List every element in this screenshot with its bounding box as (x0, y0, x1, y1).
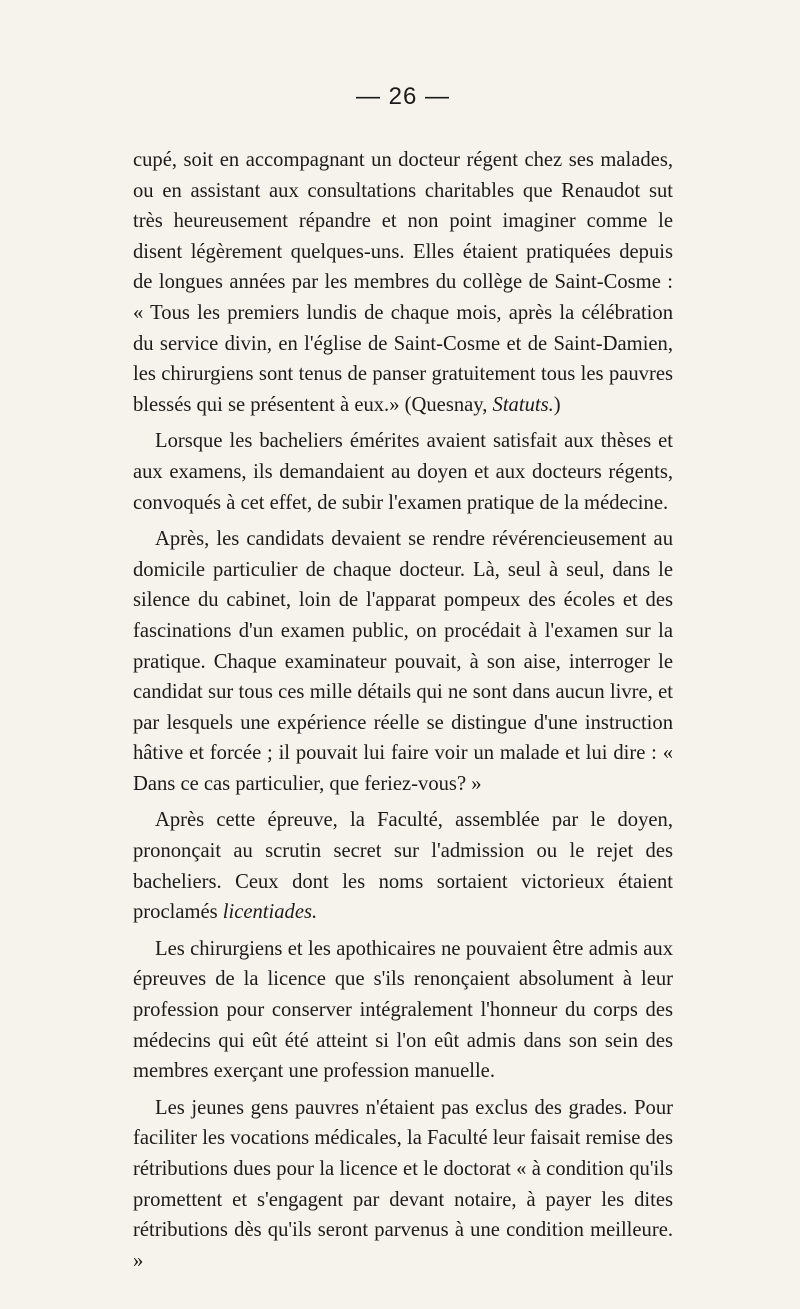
paragraph-4-term: licentiades. (222, 901, 318, 924)
paragraph-2: Lorsque les bacheliers émérites avaient satisfait aux thèses et aux examens, ils demandaient au doyen et aux docteurs régents, convoqués à cet effet, de subir l'examen pratique de la médecine. (133, 430, 673, 514)
book-page (133, 82, 673, 1276)
paragraph-1-citation-title: Statuts. (492, 393, 554, 416)
paragraph-4 (133, 805, 673, 927)
paragraph-1-text: cupé, soit en accompagnant un docteur régent chez ses malades, ou en assistant aux consultations charitables que Renaudot sut très heureusement répandre et non point imaginer comme le disent légèrement quelques-uns. Elles étaient pratiquées depuis de longues années par les membres du collège de Saint-Cosme : « Tous les premiers lundis de chaque mois, après la célébration du service divin, en l'église de Saint-Cosme et de Saint-Damien, les chirurgiens sont tenus de panser gratuitement tous les pauvres blessés qui se présentent à eux.» (Quesnay, (133, 149, 673, 416)
paragraph-3: Après, les candidats devaient se rendre révérencieusement au domicile particulier de chaque docteur. Là, seul à seul, dans le silence du cabinet, loin de l'apparat pompeux des écoles et des fascinations d'un examen public, on procédait à l'examen sur la pratique. Chaque examinateur pouvait, à son aise, interroger le candidat sur tous ces mille détails qui ne sont dans aucun livre, et par lesquels une expérience réelle se distingue d'une instruction hâtive et forcée ; il pouvait lui faire voir un malade et lui dire : « Dans ce cas particulier, que feriez-vous? » (133, 528, 673, 795)
page-number: — 26 — (355, 83, 451, 110)
paragraph-4-text: Après cette épreuve, la Faculté, assemblée par le doyen, prononçait au scrutin secret sur l'admission ou le rejet des bacheliers. Ceux dont les noms sortaient victorieux étaient proclamés (133, 809, 673, 924)
paragraph-5: Les chirurgiens et les apothicaires ne pouvaient être admis aux épreuves de la licence que s'ils renonçaient absolument à leur profession pour conserver intégralement l'honneur du corps des médecins qui eût été atteint si l'on eût admis dans son sein des membres exerçant une profession manuelle. (133, 937, 673, 1083)
paragraph-6: Les jeunes gens pauvres n'étaient pas exclus des grades. Pour faciliter les vocations médicales, la Faculté leur faisait remise des rétributions dues pour la licence et le doctorat « à condition qu'ils promettent et s'engagent par devant notaire, à payer les dites rétributions dès qu'ils seront parvenus à une condition meilleure. » (133, 1096, 673, 1272)
paragraph-1-closing: ) (553, 393, 561, 416)
paragraph-1 (133, 145, 673, 420)
